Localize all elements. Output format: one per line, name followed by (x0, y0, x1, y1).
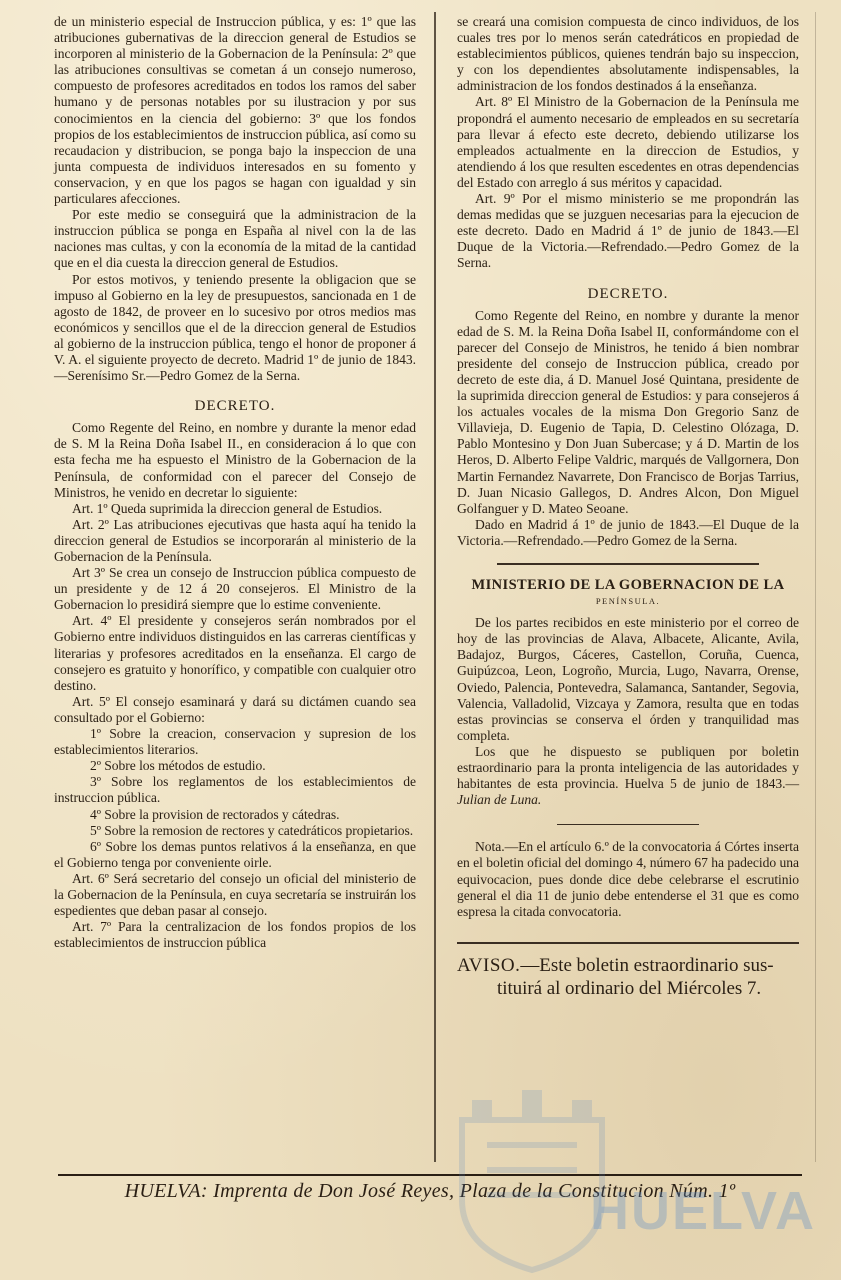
article-5-item: 2º Sobre los métodos de estudio. (90, 758, 266, 774)
article-2: Art. 2º Las atribuciones ejecutivas que hasta aquí ha tenido la direccion general de Estudios se incorporarán al ministerio de la Gobernacion de la Península. (54, 516, 416, 564)
aviso-line-2: tituirá al ordinario del Miércoles 7. (497, 977, 762, 999)
aviso-box (457, 942, 799, 1000)
left-paragraph-3: Por estos motivos, y teniendo presente la obligacion que se impuso al Gobierno en la ley de presupuestos, sancionada en 1 de agosto de 1842, de proveer en lo sucesivo por otros medios mas económicos y sencillos que el de la direccion general de Estudios al gobierno de la instruccion pública, tengo el honor de proponer á V. A. el siguiente proyecto de decreto. Madrid 1º de junio de 1843.—Serenísimo Sr.—Pedro Gomez de la Serna. (54, 271, 416, 384)
article-9: Art. 9º Por el mismo ministerio se me propondrán las demas medidas que se juzguen necesarias para la ejecucion de este decreto. Dado en Madrid á 1º de junio de 1843.—El Duque de la Victoria.—Refrendado.—Pedro Gomez de la Serna. (457, 191, 799, 271)
decreto-heading-left: DECRETO. (194, 398, 276, 415)
article-5: Art. 5º El consejo esaminará y dará su dictámen cuando sea consultado por el Gobierno: (54, 693, 416, 725)
right-column (457, 14, 799, 1000)
ministry-signature: Julian de Luna. (457, 792, 542, 808)
article-5-item: 1º Sobre la creacion, conservacion y supresion de los establecimientos literarios. (54, 726, 416, 758)
footer-imprint: HUELVA: Imprenta de Don José Reyes, Plaza de la Constitucion Núm. 1º (124, 1180, 736, 1202)
right-paragraph-1: se creará una comision compuesta de cinco individuos, de los cuales tres por lo menos serán catedráticos en propiedad de establecimientos públicos, quienes tendrán bajo su inspeccion, y con los dependientes absolutamente indispensables, la administracion de los fondos destinados á la enseñanza. (457, 14, 799, 94)
article-4: Art. 4º El presidente y consejeros serán nombrados por el Gobierno entre individuos distinguidos en las carreras científicas y literarias y profesores acreditados en la enseñanza. El cargo de consejero es gratuito y honorífico, y compatible con cualquier otro destino. (54, 613, 416, 693)
decreto-appointments: Como Regente del Reino, en nombre y durante la menor edad de S. M. la Reina Doña Isabel II, conformándome con el parecer del Consejo de Ministros, he tenido á bien nombrar presidente del consejo de Instruccion pública, creado por decreto de este dia, á D. Manuel José Quintana, presidente de la suprimida direccion general de Estudios: y para consejeros á los actuales vocales de la misma Don Gregorio Sanz de Villavieja, D. Eugenio de Tapia, D. Celestino Olózaga, D. Pablo Montesino y Don Juan Subercase; y á D. Martin de los Heros, D. Alberto Felipe Valdric, marqués de Vallgornera, Don Martin Fernandez Navarrete, Don Francisco de Borjas Tarrius, D. Juan Nicasio Gallegos, D. Andres Alcon, Don Miguel Golfanguer y D. Mateo Seoane. (457, 307, 799, 516)
ministry-publication-note (457, 744, 799, 808)
nota-correction: Nota.—En el artículo 6.º de la convocatoria á Córtes inserta en el boletin oficial del domingo 4, número 67 ha padecido una equivocacion, pues donde dice debe celebrarse el escrutinio general el dia 11 de junio debe entenderse el 31 que es como espresa la citada convocatoria. (457, 839, 799, 919)
article-7: Art. 7º Para la centralizacion de los fondos propios de los establecimientos de instruccion pública (54, 919, 416, 951)
left-paragraph-2: Por este medio se conseguirá que la administracion de la instruccion pública se ponga en España al nivel con la de las naciones mas cultas, y con la economía de la mitad de la cantidad que en el dia cuesta la direccion general de Estudios. (54, 207, 416, 271)
article-1: Art. 1º Queda suprimida la direccion general de Estudios. (72, 500, 383, 516)
article-3: Art 3º Se crea un consejo de Instruccion pública compuesto de un presidente y de 12 á 20 consejeros. El Ministro de la Gobernacion lo presidirá siempre que lo estime conveniente. (54, 565, 416, 613)
aviso-line-1 (457, 954, 799, 977)
decreto-intro: Como Regente del Reino, en nombre y durante la menor edad de S. M la Reina Doña Isabel II., en consideracion á lo que con esta fecha me ha espuesto el Ministro de la Gobernacion de la Península, de conformidad con el parecer del Consejo de Ministros, he venido en decretar lo siguiente: (54, 420, 416, 500)
left-column (54, 14, 416, 951)
ministry-subheading: PENÍNSULA. (595, 596, 661, 607)
article-5-item: 4º Sobre la provision de rectorados y cátedras. (90, 806, 340, 822)
aviso-label: AVISO. (457, 954, 521, 976)
decreto-heading-right: DECRETO. (587, 285, 669, 302)
ministry-report: De los partes recibidos en este ministerio por el correo de hoy de las provincias de Alava, Albacete, Alicante, Avila, Badajoz, Burgos, Cáceres, Castellon, Coruña, Cuenca, Guipúzcoa, Leon, Logroño, Murcia, Lugo, Navarra, Orense, Oviedo, Palencia, Pontevedra, Salamanca, Santander, Segovia, Valencia, Valladolid, Vizcaya y Zamora, resulta que en todas estas provincias se conserva el órden y tranquilidad mas completa. (457, 615, 799, 743)
ministry-publication-text: Los que he dispuesto se publiquen por boletin estraordinario para la pronta inteligencia de las autoridades y habitantes de esta provincia. Huelva 5 de junio de 1843.— (457, 743, 799, 792)
ministry-heading: MINISTERIO DE LA GOBERNACION DE LA (471, 577, 785, 593)
left-paragraph-1: de un ministerio especial de Instruccion pública, y es: 1º que las atribuciones gubernativas de la direccion general de Estudios se incorporen al ministerio de la Gobernacion de la Península: 2º que las atribuciones consultivas se cometan á un consejo numeroso, compuesto de profesores acreditados en todos los ramos del saber humano y de personas notables por su ilustracion y por sus conocimientos en la ciencia del gobierno: 3º que los fondos propios de los establecimientos de instruccion pública, así como su recaudacion y distribucion, se ponga bajo la inspeccion de una junta compuesta de individuos interesados en su fomento y conservacion, y en que los pagos se hagan con igualdad y sin particulares afecciones. (54, 14, 416, 207)
aviso-text-1: —Este boletin estraordinario sus- (520, 954, 774, 976)
section-rule-thin (557, 824, 699, 825)
article-5-item: 3º Sobre los reglamentos de los establecimientos de instruccion pública. (54, 774, 416, 806)
article-8: Art. 8º El Ministro de la Gobernacion de la Península me propondrá el aumento necesario de empleados en su secretaría para llevar á efecto este decreto, debiendo utilizarse los empleados actualmente en la direccion de Estudios, y atendiendo á los que resulten escedentes en otras dependencias del Estado con arreglo á sus méritos y capacidad. (457, 94, 799, 190)
decreto-appointments-close: Dado en Madrid á 1º de junio de 1843.—El Duque de la Victoria.—Refrendado.—Pedro Gomez de la Serna. (457, 516, 799, 548)
footer-rule (58, 1174, 802, 1176)
column-divider (434, 12, 436, 1162)
section-rule (497, 563, 759, 565)
article-5-item: 6º Sobre los demas puntos relativos á la enseñanza, en que el Gobierno tenga por conveniente oirle. (54, 838, 416, 870)
article-5-item: 5º Sobre la remosion de rectores y catedráticos propietarios. (90, 822, 414, 838)
watermark-text: HUELVA (590, 1181, 816, 1241)
page-edge-line (815, 12, 816, 1162)
article-6: Art. 6º Será secretario del consejo un oficial del ministerio de la Gobernacion de la Península, en cuya secretaría se instruirán los espedientes que deban pasar al consejo. (54, 870, 416, 919)
